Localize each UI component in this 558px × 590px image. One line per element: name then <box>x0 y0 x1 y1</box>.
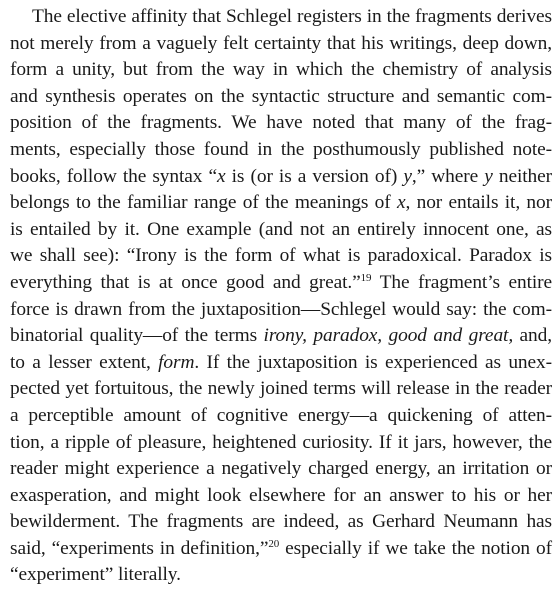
italic-variable: y <box>403 165 412 187</box>
text-line: tion, a ripple of pleasure, heightened curiosity. If it jars, however, the <box>10 431 552 453</box>
italic-terms: irony, paradox, good and great, <box>263 325 514 347</box>
text-line: not merely from a vaguely felt certainty that his writings, deep down, <box>10 32 552 54</box>
text-run: . If the juxtaposition is experienced as unex- <box>194 351 552 373</box>
text-run: , nor entails it, nor <box>405 192 552 214</box>
text-line: The elective affinity that Schlegel registers in the fragments derives <box>32 6 552 27</box>
body-paragraph <box>10 4 552 589</box>
text-run: everything that is at once good and great.” <box>10 271 361 293</box>
text-line <box>10 350 552 377</box>
text-line <box>10 323 552 350</box>
italic-term: form <box>158 351 195 373</box>
text-run: ,” where <box>411 165 485 187</box>
text-line: a perceptible amount of cognitive energy—a quickening of atten- <box>10 404 552 426</box>
text-line: “experiment” literally. <box>10 564 181 586</box>
text-line: exasperation, and might look elsewhere for an answer to his or her <box>10 484 552 506</box>
text-run: is (or is a version of) <box>225 165 404 187</box>
text-line <box>10 190 552 217</box>
footnote-marker: 19 <box>360 271 372 284</box>
italic-variable: x <box>396 192 406 214</box>
footnote-marker: 20 <box>268 537 280 550</box>
text-line: we shall see): “Irony is the form of what is paradoxical. Paradox is <box>10 245 552 267</box>
text-line: is entailed by it. One example (and not an entirely innocent one, as <box>10 218 552 240</box>
text-line: reader might experience a negatively charged energy, an irritation or <box>10 458 552 480</box>
text-line: form a unity, but from the way in which the chemistry of analysis <box>10 59 552 81</box>
text-run: The fragment’s entire <box>371 271 553 293</box>
text-line: and synthesis operates on the syntactic structure and semantic com- <box>10 85 552 107</box>
text-line <box>10 270 552 297</box>
text-line: bewilderment. The fragments are indeed, as Gerhard Neumann has <box>10 511 552 533</box>
text-line <box>10 164 552 191</box>
text-line <box>10 536 552 563</box>
text-run: neither <box>492 165 552 187</box>
italic-variable: x <box>217 165 226 187</box>
text-run: belongs to the familiar range of the meanings of <box>10 192 397 214</box>
text-run: said, “experiments in definition,” <box>10 537 269 559</box>
text-run: to a lesser extent, <box>10 351 159 373</box>
text-run: books, follow the syntax “ <box>10 165 217 187</box>
text-run: and, <box>513 325 552 347</box>
text-run: binatorial quality—of the terms <box>10 325 264 347</box>
text-run: especially if we take the notion of <box>279 537 552 559</box>
text-line: pected yet fortuitous, the newly joined terms will release in the reader <box>10 378 552 400</box>
text-line: ments, especially those found in the posthumously published note- <box>10 138 552 160</box>
text-line: position of the fragments. We have noted that many of the frag- <box>10 112 552 134</box>
text-line: force is drawn from the juxtaposition—Schlegel would say: the com- <box>10 298 552 320</box>
italic-variable: y <box>484 165 493 187</box>
